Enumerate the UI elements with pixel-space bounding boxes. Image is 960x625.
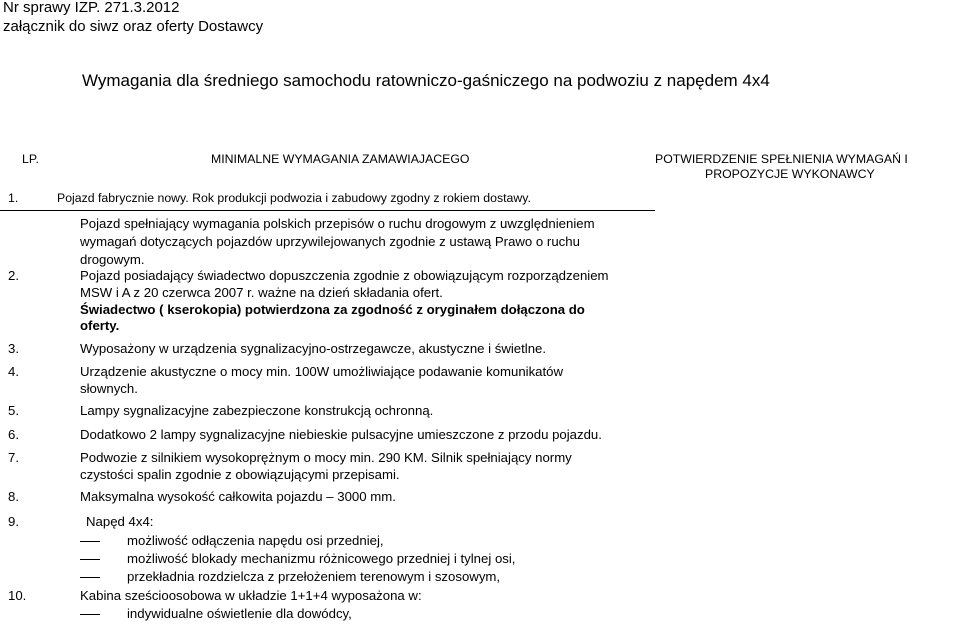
row-2-number: 2. [8, 268, 19, 283]
case-number: Nr sprawy IZP. 271.3.2012 [3, 0, 180, 16]
row-2-line-3: Świadectwo ( kserokopia) potwierdzona za zgodność z oryginałem dołączona do [80, 302, 585, 317]
row-9-bullet-2 [80, 559, 100, 560]
row-5-number: 5. [8, 403, 19, 418]
col-header-confirmation-2: PROPOZYCJE WYKONAWCY [705, 167, 875, 181]
row-2-line-2: MSW i A z 20 czerwca 2007 r. ważne na dzień składania ofert. [80, 285, 443, 300]
row-4-number: 4. [8, 364, 19, 379]
row-9-bullet-3 [80, 577, 100, 578]
attachment-note: załącznik do siwz oraz oferty Dostawcy [3, 18, 264, 35]
document-title: Wymagania dla średniego samochodu ratowniczo-gaśniczego na podwoziu z napędem 4x4 [82, 71, 770, 90]
row-9-item-2: możliwość blokady mechanizmu różnicowego przedniej i tylnej osi, [127, 551, 516, 566]
row-7-line-2: czystości spalin zgodnie z obowiązującymi przepisami. [80, 467, 400, 482]
row-10-bullet-1 [80, 614, 100, 615]
row-9-text: Napęd 4x4: [86, 514, 154, 529]
col-header-confirmation-1: POTWIERDZENIE SPEŁNIENIA WYMAGAŃ I [655, 152, 908, 166]
row-1-divider [0, 210, 655, 211]
row-4-line-2: słownych. [80, 381, 138, 396]
row-9-number: 9. [8, 514, 19, 529]
row-2-line-1: Pojazd posiadający świadectwo dopuszczenia zgodnie z obowiązującym rozporządzeniem [80, 268, 609, 283]
row-1-number: 1. [8, 191, 19, 205]
row-2-line-4: oferty. [80, 318, 120, 333]
row-1b-line-3: drogowym. [80, 252, 145, 267]
row-10-number: 10. [8, 588, 27, 603]
row-9-item-3: przekładnia rozdzielcza z przełożeniem terenowym i szosowym, [127, 569, 501, 584]
row-6-number: 6. [8, 427, 19, 442]
row-3-text: Wyposażony w urządzenia sygnalizacyjno-ostrzegawcze, akustyczne i świetlne. [80, 341, 547, 356]
row-9-bullet-1 [80, 541, 100, 542]
row-3-number: 3. [8, 341, 19, 356]
row-6-text: Dodatkowo 2 lampy sygnalizacyjne niebieskie pulsacyjne umieszczone z przodu pojazdu. [80, 427, 602, 442]
row-1b-line-2: wymagań dotyczących pojazdów uprzywilejowanych zgodnie z ustawą Prawo o ruchu [80, 234, 580, 249]
row-7-line-1: Podwozie z silnikiem wysokoprężnym o mocy min. 290 KM. Silnik spełniający normy [80, 450, 572, 465]
row-7-number: 7. [8, 450, 19, 465]
row-10-item-1: indywidualne oświetlenie dla dowódcy, [127, 606, 352, 621]
row-5-text: Lampy sygnalizacyjne zabezpieczone konstrukcją ochronną. [80, 403, 434, 418]
row-8-text: Maksymalna wysokość całkowita pojazdu – 3000 mm. [80, 489, 396, 504]
row-1-text: Pojazd fabrycznie nowy. Rok produkcji podwozia i zabudowy zgodny z rokiem dostawy. [57, 191, 531, 205]
row-1b-line-1: Pojazd spełniający wymagania polskich przepisów o ruchu drogowym z uwzględnieniem [80, 216, 595, 231]
col-header-lp: LP. [22, 152, 39, 166]
row-4-line-1: Urządzenie akustyczne o mocy min. 100W umożliwiające podawanie komunikatów [80, 364, 564, 379]
col-header-requirements: MINIMALNE WYMAGANIA ZAMAWIAJACEGO [211, 152, 470, 166]
row-9-item-1: możliwość odłączenia napędu osi przedniej, [127, 533, 384, 548]
row-8-number: 8. [8, 489, 19, 504]
row-10-text: Kabina sześcioosobowa w układzie 1+1+4 wyposażona w: [80, 588, 422, 603]
